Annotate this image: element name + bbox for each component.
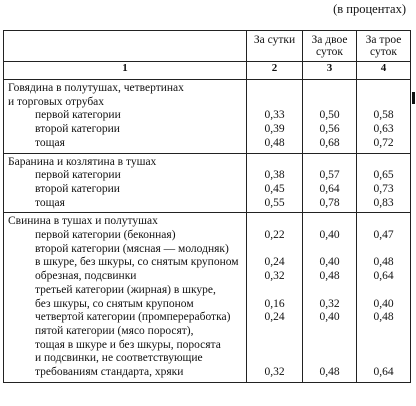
row-label: второй категории [35, 123, 120, 136]
cell-value: 0,57 [319, 169, 340, 182]
cell-value: 0,16 [264, 297, 285, 310]
cell-value: 0,48 [319, 270, 340, 283]
row-label: второй категории (мясная — молодняк) [35, 242, 229, 255]
group-lamb-labels [4, 153, 247, 213]
scan-edge-mark [412, 92, 415, 104]
cell-value: 0,48 [319, 365, 340, 378]
cell-value: 0,58 [373, 109, 394, 122]
column-number: 1 [4, 62, 247, 80]
cell-value: 0,83 [373, 196, 394, 209]
row-label: второй категории [35, 182, 120, 195]
cell-value: 0,38 [264, 169, 285, 182]
cell-value: 0,39 [264, 123, 285, 136]
row-label: первой категории [35, 169, 121, 182]
group-pork-labels [4, 213, 247, 382]
cell-value: 0,50 [319, 109, 340, 122]
cell-value: 0,73 [373, 182, 394, 195]
cell-value: 0,32 [264, 365, 285, 378]
three-day-values [357, 153, 411, 213]
cell-value: 0,40 [319, 311, 340, 324]
one-day-values [247, 153, 303, 213]
column-number-row [4, 62, 411, 80]
row-label: четвертой категории (промпереработка) [35, 311, 231, 324]
group-beef-labels [4, 80, 247, 154]
cell-value: 0,56 [319, 123, 340, 136]
cell-value: 0,48 [264, 136, 285, 149]
cell-value: 0,47 [373, 229, 394, 242]
group-title: и торговых отрубах [8, 95, 105, 108]
cell-value: 0,64 [319, 182, 340, 195]
cell-value: 0,78 [319, 196, 340, 209]
row-label: тощая [35, 196, 65, 209]
cell-value: 0,32 [319, 297, 340, 310]
group-pork [4, 213, 411, 382]
cell-value: 0,55 [264, 196, 285, 209]
column-number: 2 [247, 62, 303, 80]
cell-value: 0,33 [264, 109, 285, 122]
cell-value: 0,48 [373, 256, 394, 269]
unit-label: (в процентах) [333, 2, 406, 16]
cell-value: 0,24 [264, 311, 285, 324]
cell-value: 0,40 [373, 297, 394, 310]
row-label: обрезная, подсвинки [35, 270, 137, 283]
column-number: 4 [357, 62, 411, 80]
cell-value: 0,65 [373, 169, 394, 182]
row-label: тощая в шкуре и без шкуры, поросята [35, 338, 221, 351]
header-one-day: За сутки [247, 31, 303, 62]
group-beef [4, 80, 411, 154]
row-label: третьей категории (жирная) в шкуре, [35, 283, 216, 296]
group-title: Баранина и козлятина в тушах [8, 155, 157, 168]
cell-value: 0,32 [264, 270, 285, 283]
three-day-values [357, 213, 411, 382]
row-label: первой категории (беконная) [35, 229, 176, 242]
row-label: без шкуры, со снятым крупоном [35, 297, 194, 310]
cell-value: 0,63 [373, 123, 394, 136]
cell-value: 0,45 [264, 182, 285, 195]
cell-value: 0,24 [264, 256, 285, 269]
header-two-days: За двое суток [303, 31, 357, 62]
one-day-values [247, 213, 303, 382]
one-day-values [247, 80, 303, 154]
row-label: и подсвинки, не соответствующие [35, 352, 203, 365]
cell-value: 0,40 [319, 256, 340, 269]
row-label: требованиям стандарта, хряки [35, 366, 184, 379]
header-row [4, 31, 411, 62]
cell-value: 0,48 [373, 311, 394, 324]
loss-norms-table [3, 30, 411, 383]
header-name [4, 31, 247, 62]
header-three-days: За трое суток [357, 31, 411, 62]
two-day-values [303, 213, 357, 382]
cell-value: 0,40 [319, 229, 340, 242]
column-number: 3 [303, 62, 357, 80]
cell-value: 0,72 [373, 136, 394, 149]
row-label: пятой категории (мясо поросят), [35, 324, 194, 337]
cell-value: 0,64 [373, 270, 394, 283]
cell-value: 0,22 [264, 229, 285, 242]
group-title: Свинина в тушах и полутушах [8, 215, 158, 228]
group-lamb [4, 153, 411, 213]
row-label: тощая [35, 136, 65, 149]
two-day-values [303, 153, 357, 213]
row-label: в шкуре, без шкуры, со снятым крупоном [35, 256, 239, 269]
cell-value: 0,64 [373, 365, 394, 378]
two-day-values [303, 80, 357, 154]
group-title: Говядина в полутушах, четвертинах [8, 82, 184, 94]
cell-value: 0,68 [319, 136, 340, 149]
three-day-values [357, 80, 411, 154]
row-label: первой категории [35, 109, 121, 122]
